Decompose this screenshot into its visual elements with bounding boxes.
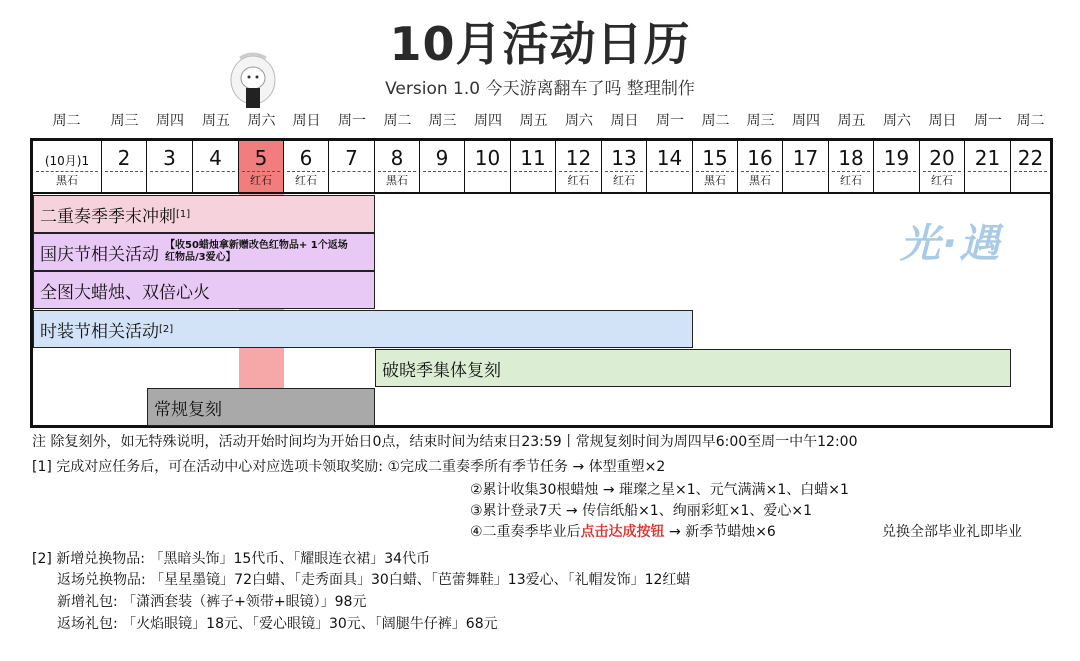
- date-number: 10: [474, 146, 501, 170]
- weekday-label: 周一: [974, 113, 1002, 129]
- date-number: 8: [390, 146, 404, 170]
- weekday-label: 周二: [52, 113, 81, 129]
- dashed-divider: [786, 171, 825, 172]
- dashed-divider: [332, 171, 371, 172]
- weekday-label: 周五: [202, 113, 230, 129]
- note-2-return-bundle: 返场礼包: 「火焰眼镜」18元、「爱心眼镜」30元、「阔腿牛仔裤」68元: [57, 616, 498, 632]
- date-cell: [284, 141, 329, 193]
- weekday-label: 周日: [292, 113, 321, 129]
- date-number: 22: [1017, 146, 1044, 170]
- page-subtitle: Version 1.0 今天游离翻车了吗 整理制作: [385, 79, 695, 99]
- date-row-divider: [33, 192, 1050, 194]
- stone-label: 黑石: [386, 174, 408, 187]
- dashed-divider: [242, 171, 280, 172]
- note-highlight: 点击达成按钮: [580, 524, 665, 540]
- date-cell: [375, 141, 420, 193]
- weekday-label: 周四: [792, 113, 820, 129]
- date-cell: [1011, 141, 1050, 193]
- note-general: 注 除复刻外，如无特殊说明，活动开始时间均为开始日0点，结束时间为结束日23:59丨常规复刻时间为周四早6:00至周一中午12:00: [32, 434, 858, 450]
- date-cell: [829, 141, 874, 193]
- page-title: 10月活动日历: [389, 17, 691, 71]
- date-cell: [511, 141, 556, 193]
- weekday-label: 周三: [110, 113, 139, 129]
- weekday-label: 周六: [565, 113, 593, 129]
- date-cell: [602, 141, 647, 193]
- note-2-return-items: 返场兑换物品: 「星星墨镜」72白蜡、「走秀面具」30白蜡、「芭蕾舞鞋」13爱心、「礼帽发饰」12红蜡: [57, 572, 691, 588]
- note-1-item-3: ③累计登录7天 → 传信纸船×1、绚丽彩虹×1、爱心×1: [470, 503, 813, 519]
- weekday-label: 周一: [656, 113, 684, 129]
- event-name: 全图大蜡烛、双倍心火: [40, 282, 210, 303]
- event-bar-fashion-festival: [33, 310, 693, 348]
- date-number: 11: [520, 146, 546, 170]
- weekday-label: 周三: [746, 113, 775, 129]
- date-cell: [193, 141, 239, 193]
- date-number: 13: [611, 146, 637, 170]
- date-number: 7: [345, 146, 358, 170]
- date-number: 21: [974, 146, 1001, 170]
- note-1-graduation: 兑换全部毕业礼即毕业: [882, 524, 1022, 540]
- date-cell: [647, 141, 693, 193]
- note-1-item-4: [470, 522, 776, 542]
- footnote-ref: [1]: [176, 208, 191, 220]
- date-cell: [465, 141, 511, 193]
- event-detail: 【收50蜡烛拿新赠改色红物品+ 1个返场红物品/3爱心】: [165, 240, 348, 263]
- weekday-label: 周四: [474, 113, 502, 129]
- stone-label: 红石: [295, 174, 317, 187]
- date-cell: [329, 141, 375, 193]
- weekday-label: 周五: [837, 113, 866, 129]
- date-number: 4: [209, 146, 222, 170]
- note-text: → 新季节蜡烛×6: [664, 524, 776, 540]
- date-cell: [33, 141, 102, 193]
- weekday-label: 周六: [883, 113, 911, 129]
- event-bar-regular-rerun: [147, 388, 375, 426]
- date-number: 19: [883, 146, 910, 170]
- date-number: 9: [435, 146, 449, 170]
- date-cell: [965, 141, 1011, 193]
- date-cell: [738, 141, 783, 193]
- event-bar-national-day: [33, 233, 375, 271]
- dashed-divider: [650, 171, 689, 172]
- date-number: 3: [163, 146, 176, 170]
- weekday-label: 周五: [519, 113, 548, 129]
- dashed-divider: [877, 171, 916, 172]
- dashed-divider: [741, 171, 779, 172]
- stone-label: 黑石: [704, 174, 726, 187]
- date-cell: [102, 141, 147, 193]
- dashed-divider: [1014, 171, 1047, 172]
- weekday-label: 周四: [156, 113, 184, 129]
- date-cell: [783, 141, 829, 193]
- date-cell: [556, 141, 602, 193]
- stone-label: 黑石: [56, 174, 78, 187]
- game-logo: 光·遇: [900, 221, 1002, 267]
- note-1-item-2: ②累计收集30根蜡烛 → 璀璨之星×1、元气满满×1、白蜡×1: [470, 482, 849, 498]
- event-bar-big-candles: [33, 271, 375, 309]
- date-number: (10月)1: [44, 154, 90, 168]
- weekday-label: 周三: [428, 113, 457, 129]
- date-number: 2: [117, 146, 131, 170]
- date-cell: [420, 141, 465, 193]
- date-number: 12: [565, 146, 592, 170]
- event-bar-duet-season-sprint: [33, 195, 375, 233]
- dashed-divider: [968, 171, 1007, 172]
- dashed-divider: [423, 171, 461, 172]
- stone-label: 红石: [250, 174, 272, 187]
- date-number: 18: [838, 146, 864, 170]
- date-number: 5: [254, 146, 268, 170]
- dashed-divider: [105, 171, 143, 172]
- date-number: 15: [702, 146, 728, 170]
- weekday-label: 周二: [701, 113, 730, 129]
- event-name: 国庆节相关活动: [40, 244, 159, 265]
- date-number: 6: [299, 146, 313, 170]
- dashed-divider: [378, 171, 416, 172]
- weekday-label: 周日: [928, 113, 957, 129]
- weekday-label: 周日: [610, 113, 639, 129]
- dashed-divider: [923, 171, 961, 172]
- weekday-label: 周六: [247, 113, 276, 129]
- dashed-divider: [832, 171, 870, 172]
- stone-label: 黑石: [749, 174, 771, 187]
- event-name: 时装节相关活动: [40, 321, 159, 342]
- dashed-divider: [36, 171, 98, 172]
- note-1-intro: [1] 完成对应任务后，可在活动中心对应选项卡领取奖励: ①完成二重奏季所有季节任务 → 体型重塑×2: [32, 459, 666, 475]
- stone-label: 红石: [931, 174, 953, 187]
- date-number: 14: [656, 146, 683, 170]
- weekday-label: 周二: [1016, 113, 1045, 129]
- event-bar-dawn-season-rerun: [375, 349, 1011, 387]
- note-2-new-items: [2] 新增兑换物品: 「黑暗头饰」15代币、「耀眼连衣裙」34代币: [32, 551, 431, 567]
- dashed-divider: [150, 171, 189, 172]
- note-text: ④二重奏季毕业后: [470, 524, 581, 540]
- note-2-new-bundle: 新增礼包: 「潇洒套装（裤子+领带+眼镜）」98元: [57, 594, 367, 610]
- dashed-divider: [696, 171, 734, 172]
- dashed-divider: [605, 171, 643, 172]
- dashed-divider: [468, 171, 507, 172]
- stone-label: 红石: [613, 174, 635, 187]
- date-cell: [874, 141, 920, 193]
- date-number: 17: [792, 146, 819, 170]
- weekday-label: 周一: [338, 113, 366, 129]
- date-number: 16: [747, 146, 773, 170]
- date-cell: [693, 141, 738, 193]
- footnote-ref: [2]: [159, 323, 174, 335]
- date-cell: [239, 141, 284, 193]
- mascot-illustration: [222, 48, 284, 110]
- stone-label: 红石: [567, 174, 590, 187]
- weekday-label: 周二: [383, 113, 412, 129]
- date-cell: [147, 141, 193, 193]
- date-number: 20: [929, 146, 955, 170]
- stone-label: 红石: [840, 174, 862, 187]
- dashed-divider: [514, 171, 552, 172]
- dashed-divider: [196, 171, 235, 172]
- dashed-divider: [287, 171, 325, 172]
- dashed-divider: [559, 171, 598, 172]
- date-cell: [920, 141, 965, 193]
- event-name: 二重奏季季末冲刺: [40, 206, 176, 227]
- event-name: 破晓季集体复刻: [382, 360, 501, 381]
- event-name: 常规复刻: [154, 399, 222, 420]
